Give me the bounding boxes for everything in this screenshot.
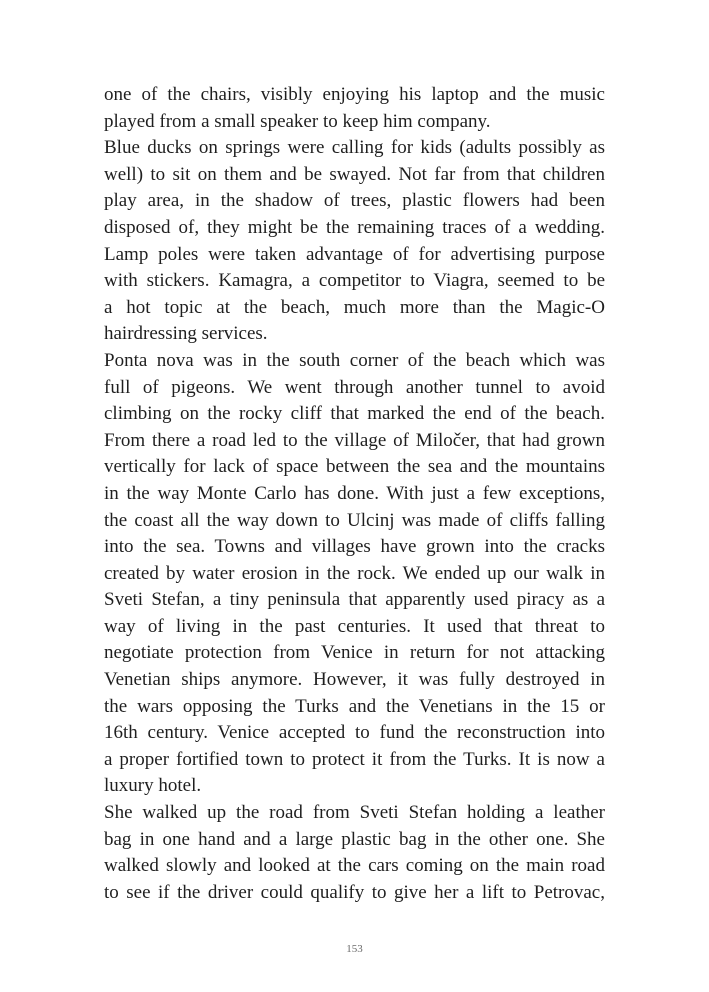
- text-line: 16th century. Venice accepted to fund the reconstruction into: [104, 722, 605, 744]
- text-line: Sveti Stefan, a tiny peninsula that apparently used piracy as a: [104, 589, 605, 611]
- text-line: a hot topic at the beach, much more than the Magic-O: [104, 296, 605, 318]
- text-line: the coast all the way down to Ulcinj was made of cliffs falling: [104, 509, 605, 531]
- text-line: way of living in the past centuries. It used that threat to: [104, 615, 605, 637]
- text-line: Blue ducks on springs were calling for kids (adults possibly as: [104, 137, 605, 159]
- text-line: well) to sit on them and be swayed. Not far from that children: [104, 163, 605, 185]
- text-line: luxury hotel.: [104, 775, 202, 797]
- text-line: created by water erosion in the rock. We ended up our walk in: [104, 562, 605, 584]
- text-line: one of the chairs, visibly enjoying his laptop and the music: [104, 84, 605, 105]
- text-line: the wars opposing the Turks and the Venetians in the 15 or: [104, 695, 605, 717]
- text-line: vertically for lack of space between the sea and the mountains: [104, 456, 605, 478]
- text-line: negotiate protection from Venice in return for not attacking: [104, 642, 605, 664]
- text-line: Ponta nova was in the south corner of the beach which was: [104, 349, 605, 371]
- body-text: [104, 82, 605, 906]
- text-line: She walked up the road from Sveti Stefan holding a leather: [104, 802, 605, 824]
- text-line: into the sea. Towns and villages have grown into the cracks: [104, 536, 605, 558]
- text-line: From there a road led to the village of Miločer, that had grown: [104, 429, 605, 451]
- text-line: play area, in the shadow of trees, plastic flowers had been: [104, 190, 605, 212]
- text-line: walked slowly and looked at the cars coming on the main road: [104, 855, 605, 877]
- text-line: climbing on the rocky cliff that marked the end of the beach.: [104, 403, 605, 425]
- text-line: full of pigeons. We went through another tunnel to avoid: [104, 376, 605, 398]
- text-line: disposed of, they might be the remaining traces of a wedding.: [104, 216, 605, 238]
- text-line: to see if the driver could qualify to give her a lift to Petrovac,: [104, 881, 605, 903]
- text-line: in the way Monte Carlo has done. With just a few exceptions,: [104, 482, 605, 504]
- text-line: hairdressing services.: [104, 323, 268, 345]
- text-line: Lamp poles were taken advantage of for advertising purpose: [104, 243, 605, 265]
- text-line: Venetian ships anymore. However, it was fully destroyed in: [104, 669, 605, 691]
- text-line: bag in one hand and a large plastic bag in the other one. She: [104, 828, 605, 850]
- page-number: 153: [346, 943, 363, 955]
- text-line: with stickers. Kamagra, a competitor to Viagra, seemed to be: [104, 270, 605, 292]
- text-line: a proper fortified town to protect it from the Turks. It is now a: [104, 748, 605, 770]
- text-line: played from a small speaker to keep him company.: [104, 110, 491, 132]
